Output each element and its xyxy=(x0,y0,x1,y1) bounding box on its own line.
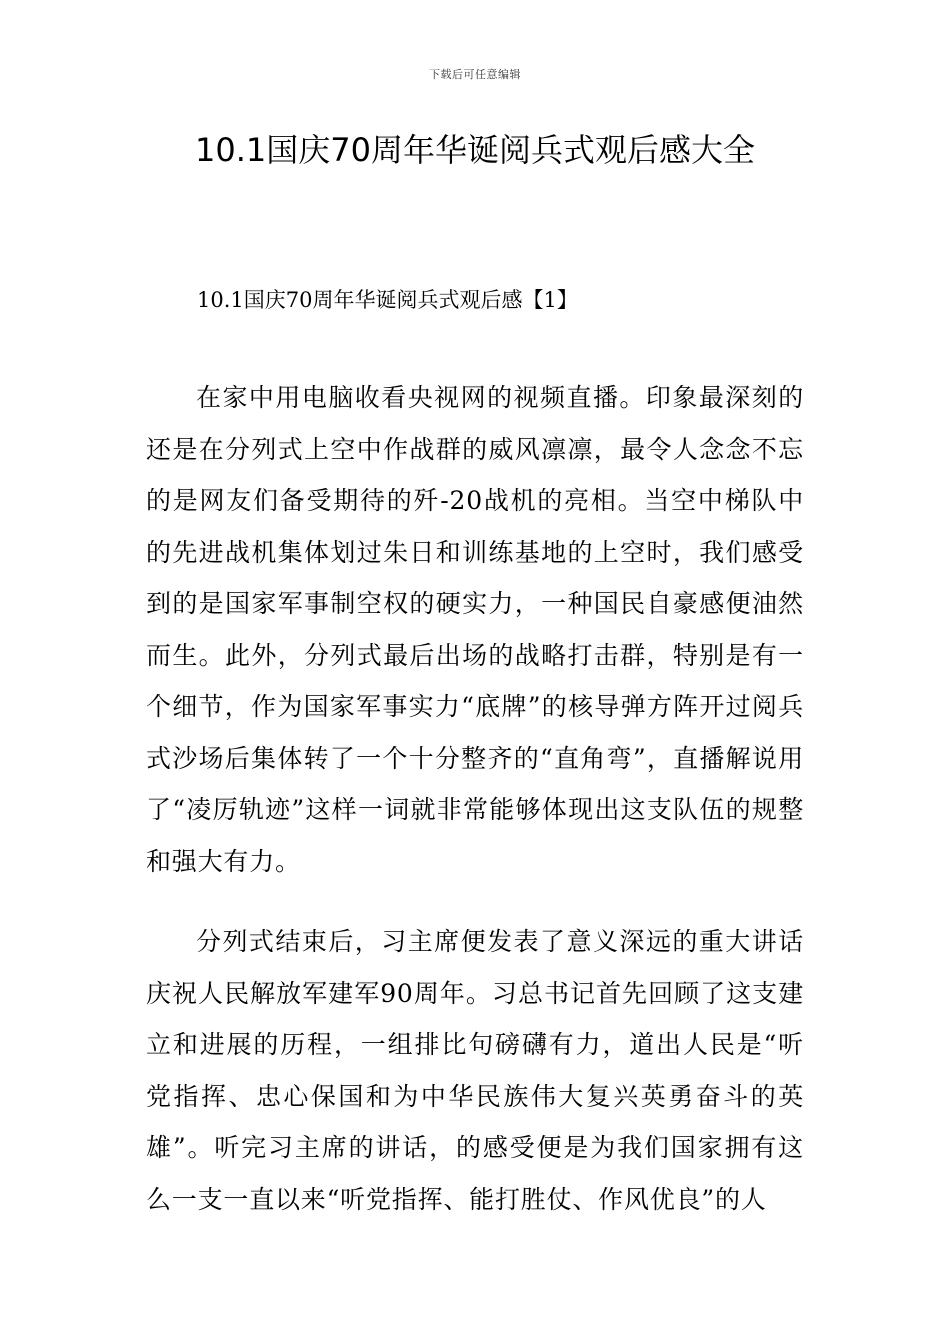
body-paragraph: 分列式结束后，习主席便发表了意义深远的重大讲话庆祝人民解放军建军90周年。习总书记首先回顾了这支建立和进展的历程，一组排比句磅礴有力，道出人民是“听党指挥、忠心保国和为中华民族伟大复兴英勇奋斗的英雄”。听完习主席的讲话，的感受便是为我们国家拥有这么一支一直以来“听党指挥、能打胜仗、作风优良”的人 xyxy=(146,927,804,1214)
body-paragraph: 在家中用电脑收看央视网的视频直播。印象最深刻的还是在分列式上空中作战群的威风凛凛，最令人念念不忘的是网友们备受期待的歼-20战机的亮相。当空中梯队中的先进战机集体划过朱日和训练基地的上空时，我们感受到的是国家军事制空权的硬实力，一种国民自豪感便油然而生。此外，分列式最后出场的战略打击群，特别是有一个细节，作为国家军事实力“底牌”的核导弹方阵开过阅兵式沙场后集体转了一个十分整齐的“直角弯”，直播解说用了“凌厉轨迹”这样一词就非常能够体现出这支队伍的规整和强大有力。 xyxy=(146,383,804,876)
section-heading: 10.1国庆70周年华诞阅兵式观后感【1】 xyxy=(197,288,578,312)
document-title: 10.1国庆70周年华诞阅兵式观后感大全 xyxy=(195,131,755,169)
header-note: 下载后可任意编辑 xyxy=(429,68,521,81)
